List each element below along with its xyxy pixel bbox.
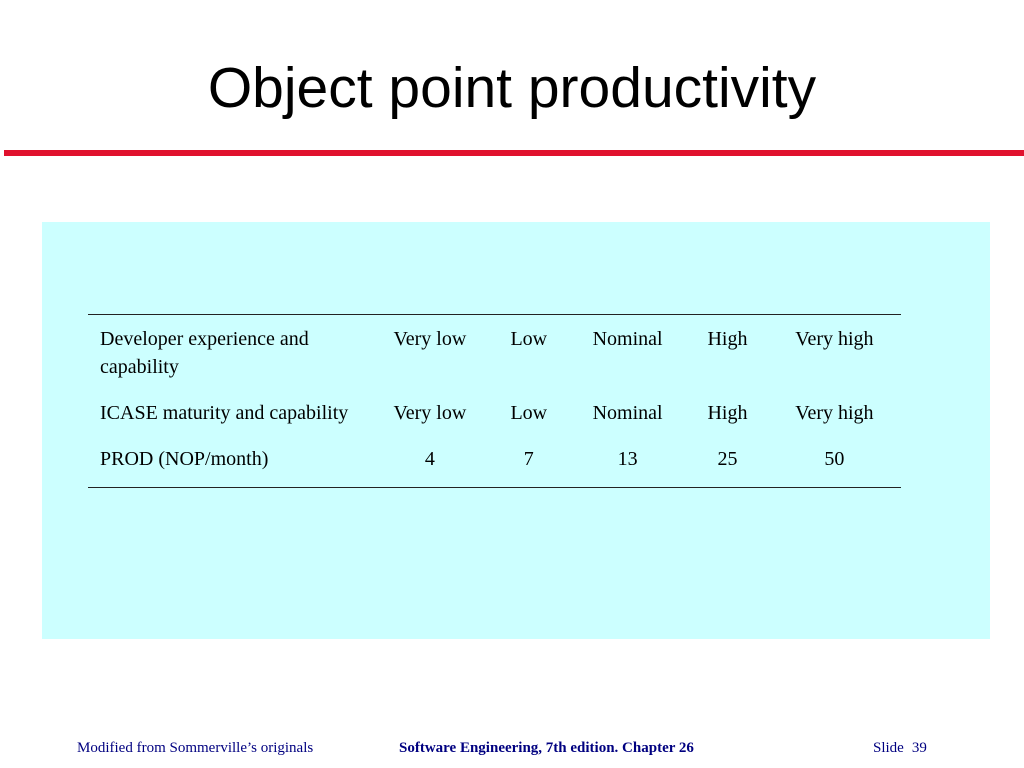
row-label: ICASE maturity and capability: [100, 402, 349, 424]
row-label: Developer experience and capability: [100, 328, 309, 378]
slide-title: Object point productivity: [207, 56, 817, 120]
table-cell: 4: [370, 435, 489, 488]
table-row: [88, 435, 901, 488]
table-cell: 7: [489, 435, 568, 488]
productivity-table: [88, 314, 901, 488]
footer-credit: Modified from Sommerville’s originals: [77, 740, 314, 756]
slide-label: Slide: [873, 740, 904, 756]
table-cell: Low: [510, 402, 548, 424]
table-cell: Nominal: [592, 328, 663, 350]
title-divider: [4, 150, 1024, 156]
table-cell: Low: [510, 328, 548, 350]
table-row: [88, 389, 901, 435]
footer-book-title: Software Engineering, 7th edition. Chapter 26: [399, 740, 694, 756]
table-cell: Very high: [795, 328, 874, 350]
slide-number: 39: [911, 740, 927, 756]
footer-slide-number: [873, 738, 927, 758]
table-cell: 50: [768, 435, 901, 488]
table-row: [88, 315, 901, 389]
row-label: PROD (NOP/month): [88, 435, 370, 488]
table-cell: 25: [687, 435, 768, 488]
table-cell: High: [707, 402, 748, 424]
table-cell: Nominal: [592, 402, 663, 424]
table-cell: Very low: [393, 328, 467, 350]
table-cell: High: [707, 328, 748, 350]
table-cell: Very high: [795, 402, 874, 424]
table-panel: [42, 222, 990, 639]
table-cell: Very low: [393, 402, 467, 424]
table-cell: 13: [568, 435, 687, 488]
